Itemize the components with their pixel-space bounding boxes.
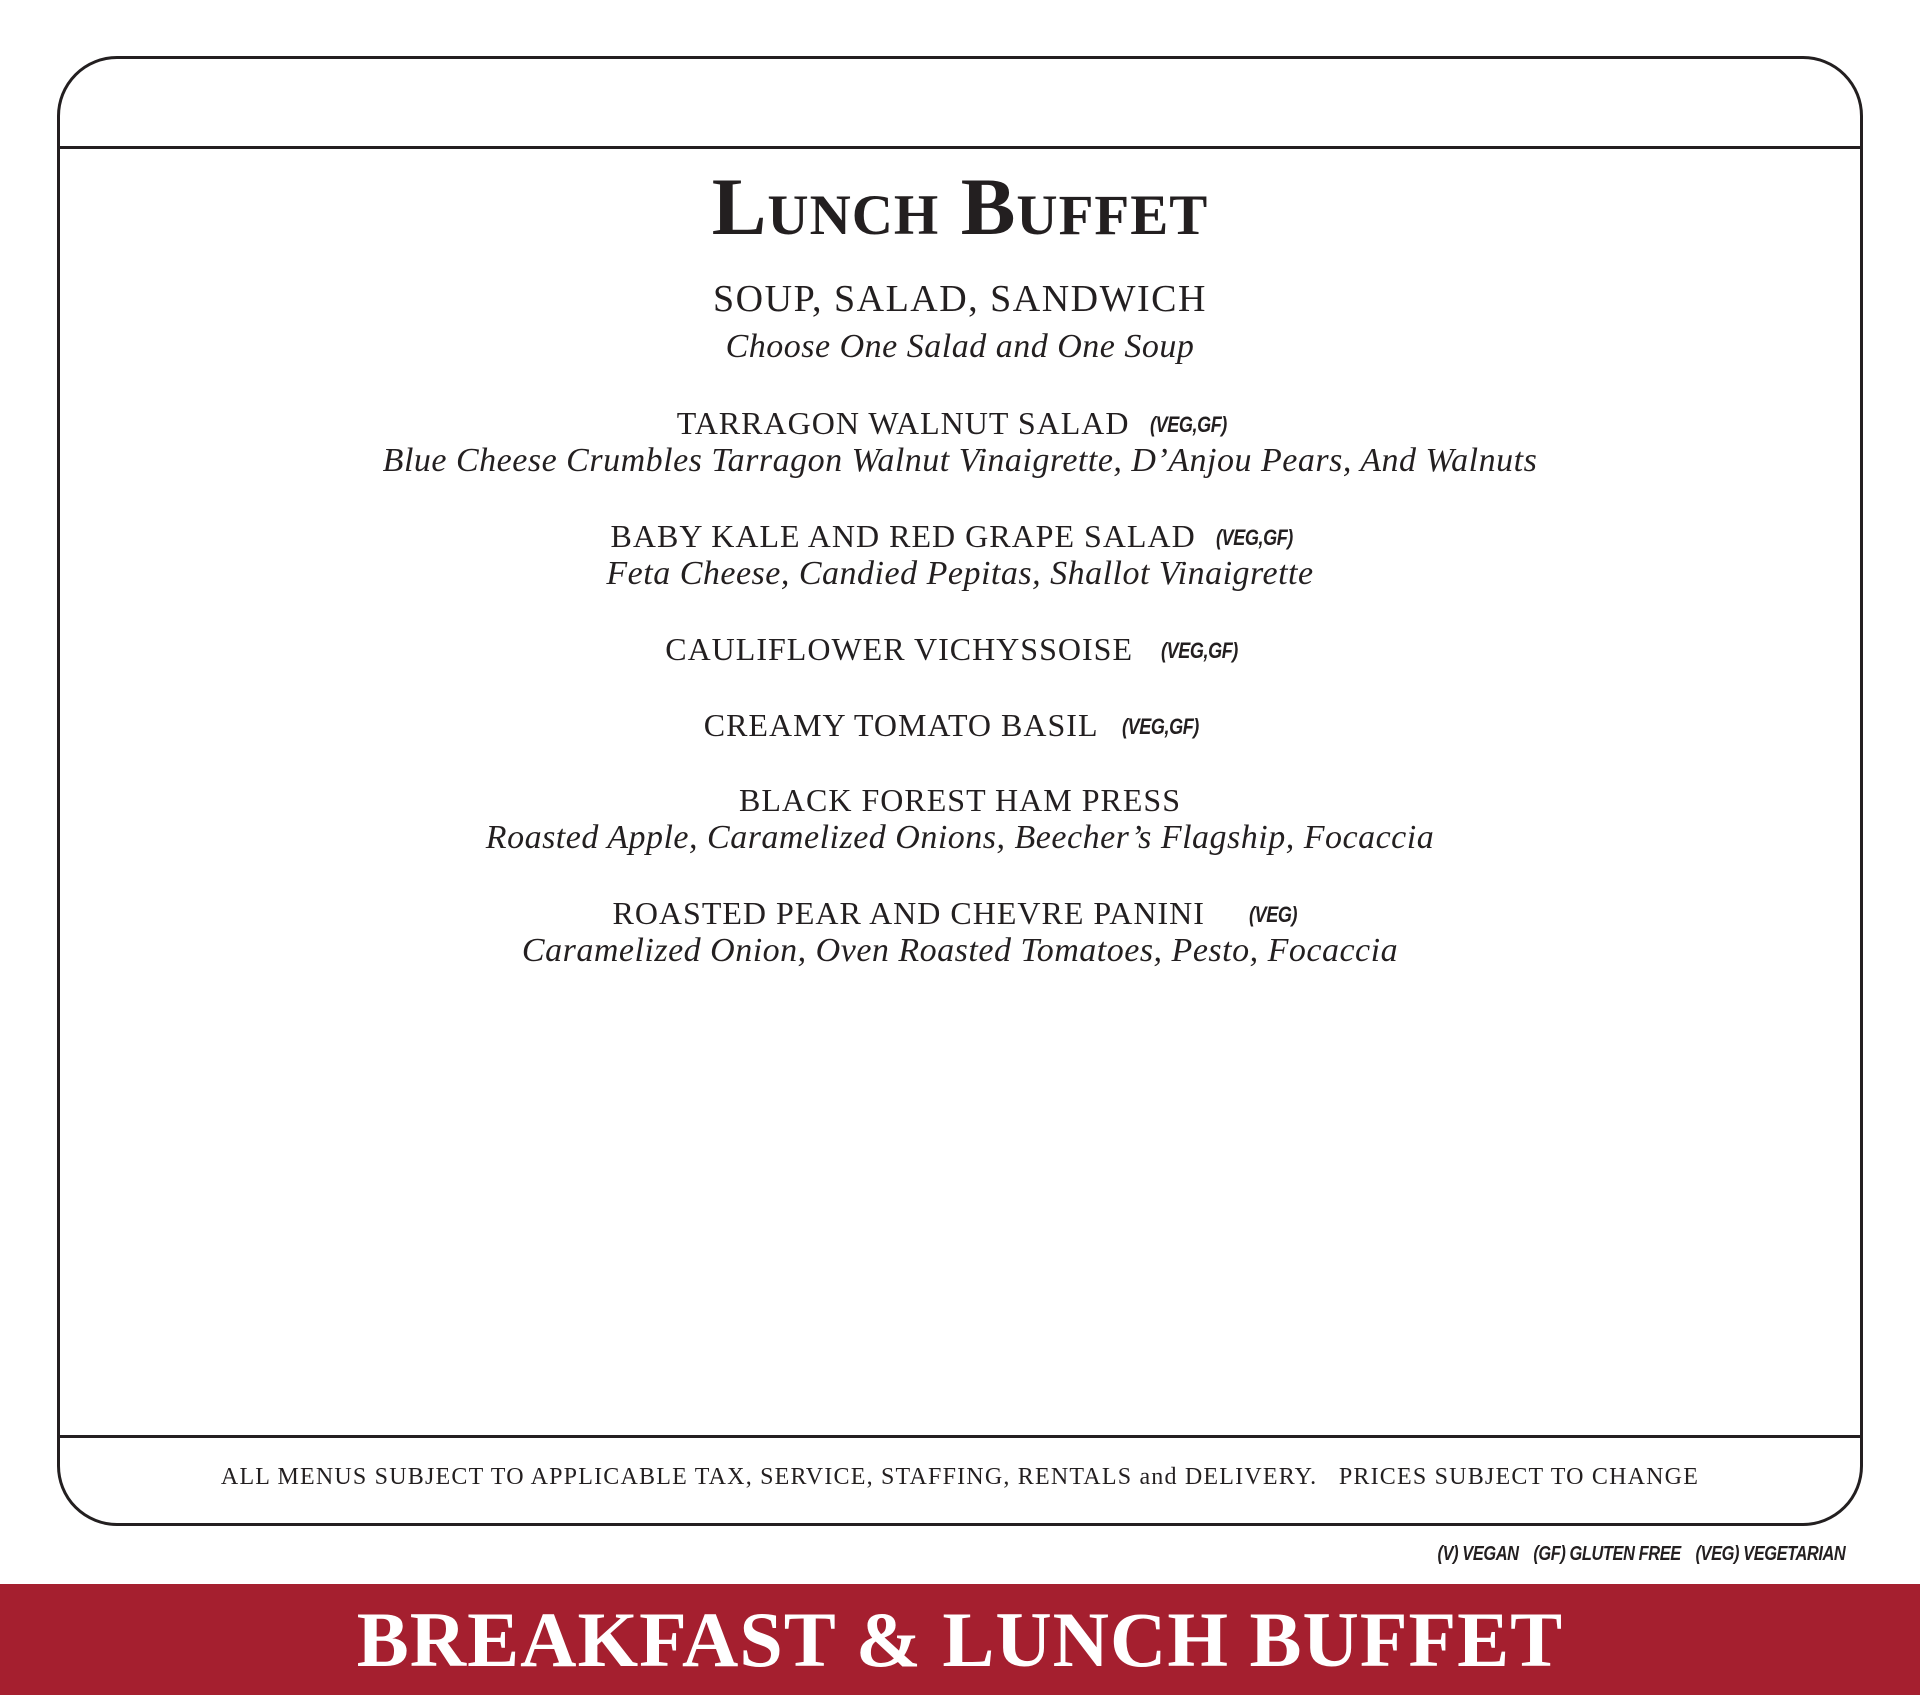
section-title: Lunch Buffet — [711, 161, 1209, 252]
diet-tag: (VEG,GF) — [1122, 714, 1200, 739]
item-name-text: ROASTED PEAR AND CHEVRE PANINI — [612, 895, 1205, 931]
page-banner — [0, 1584, 1920, 1695]
banner-title: BREAKFAST & LUNCH BUFFET — [356, 1596, 1564, 1683]
item-name-text: CREAMY TOMATO BASIL — [703, 707, 1099, 743]
menu-item-name — [0, 404, 1920, 444]
dietary-legend — [1422, 1543, 1845, 1566]
item-name-text: BLACK FOREST HAM PRESS — [739, 782, 1181, 818]
legend-gluten-free: (GF) GLUTEN FREE — [1532, 1543, 1681, 1565]
category-instruction: Choose One Salad and One Soup — [725, 328, 1195, 365]
diet-tag: (VEG,GF) — [1215, 525, 1293, 550]
diet-tag: (VEG,GF) — [1160, 638, 1238, 663]
legend-vegan: (V) VEGAN — [1437, 1543, 1519, 1565]
bottom-divider — [57, 1435, 1863, 1438]
legend-vegetarian: (VEG) VEGETARIAN — [1695, 1543, 1845, 1565]
category-title: SOUP, SALAD, SANDWICH — [713, 278, 1207, 320]
item-name-text: TARRAGON WALNUT SALAD — [676, 405, 1130, 441]
menu-item-name — [0, 630, 1920, 670]
menu-item-name — [0, 706, 1920, 746]
menu-item-description: Caramelized Onion, Oven Roasted Tomatoes, Pesto, Focaccia — [521, 932, 1399, 969]
menu-item-name — [0, 894, 1920, 934]
pricing-disclaimer: ALL MENUS SUBJECT TO APPLICABLE TAX, SERVICE, STAFFING, RENTALS and DELIVERY. PRICES SUBJECT TO CHANGE — [220, 1464, 1700, 1490]
menu-item-description: Feta Cheese, Candied Pepitas, Shallot Vinaigrette — [606, 555, 1314, 592]
menu-item-description: Roasted Apple, Caramelized Onions, Beecher’s Flagship, Focaccia — [485, 819, 1435, 856]
diet-tag: (VEG) — [1248, 902, 1297, 927]
item-name-text: BABY KALE AND RED GRAPE SALAD — [610, 518, 1196, 554]
menu-item-name — [0, 781, 1920, 819]
menu-item-description: Blue Cheese Crumbles Tarragon Walnut Vinaigrette, D’Anjou Pears, And Walnuts — [382, 442, 1538, 479]
top-divider — [57, 146, 1863, 149]
menu-item-name — [0, 517, 1920, 557]
item-name-text: CAULIFLOWER VICHYSSOISE — [665, 631, 1133, 667]
diet-tag: (VEG,GF) — [1149, 412, 1227, 437]
